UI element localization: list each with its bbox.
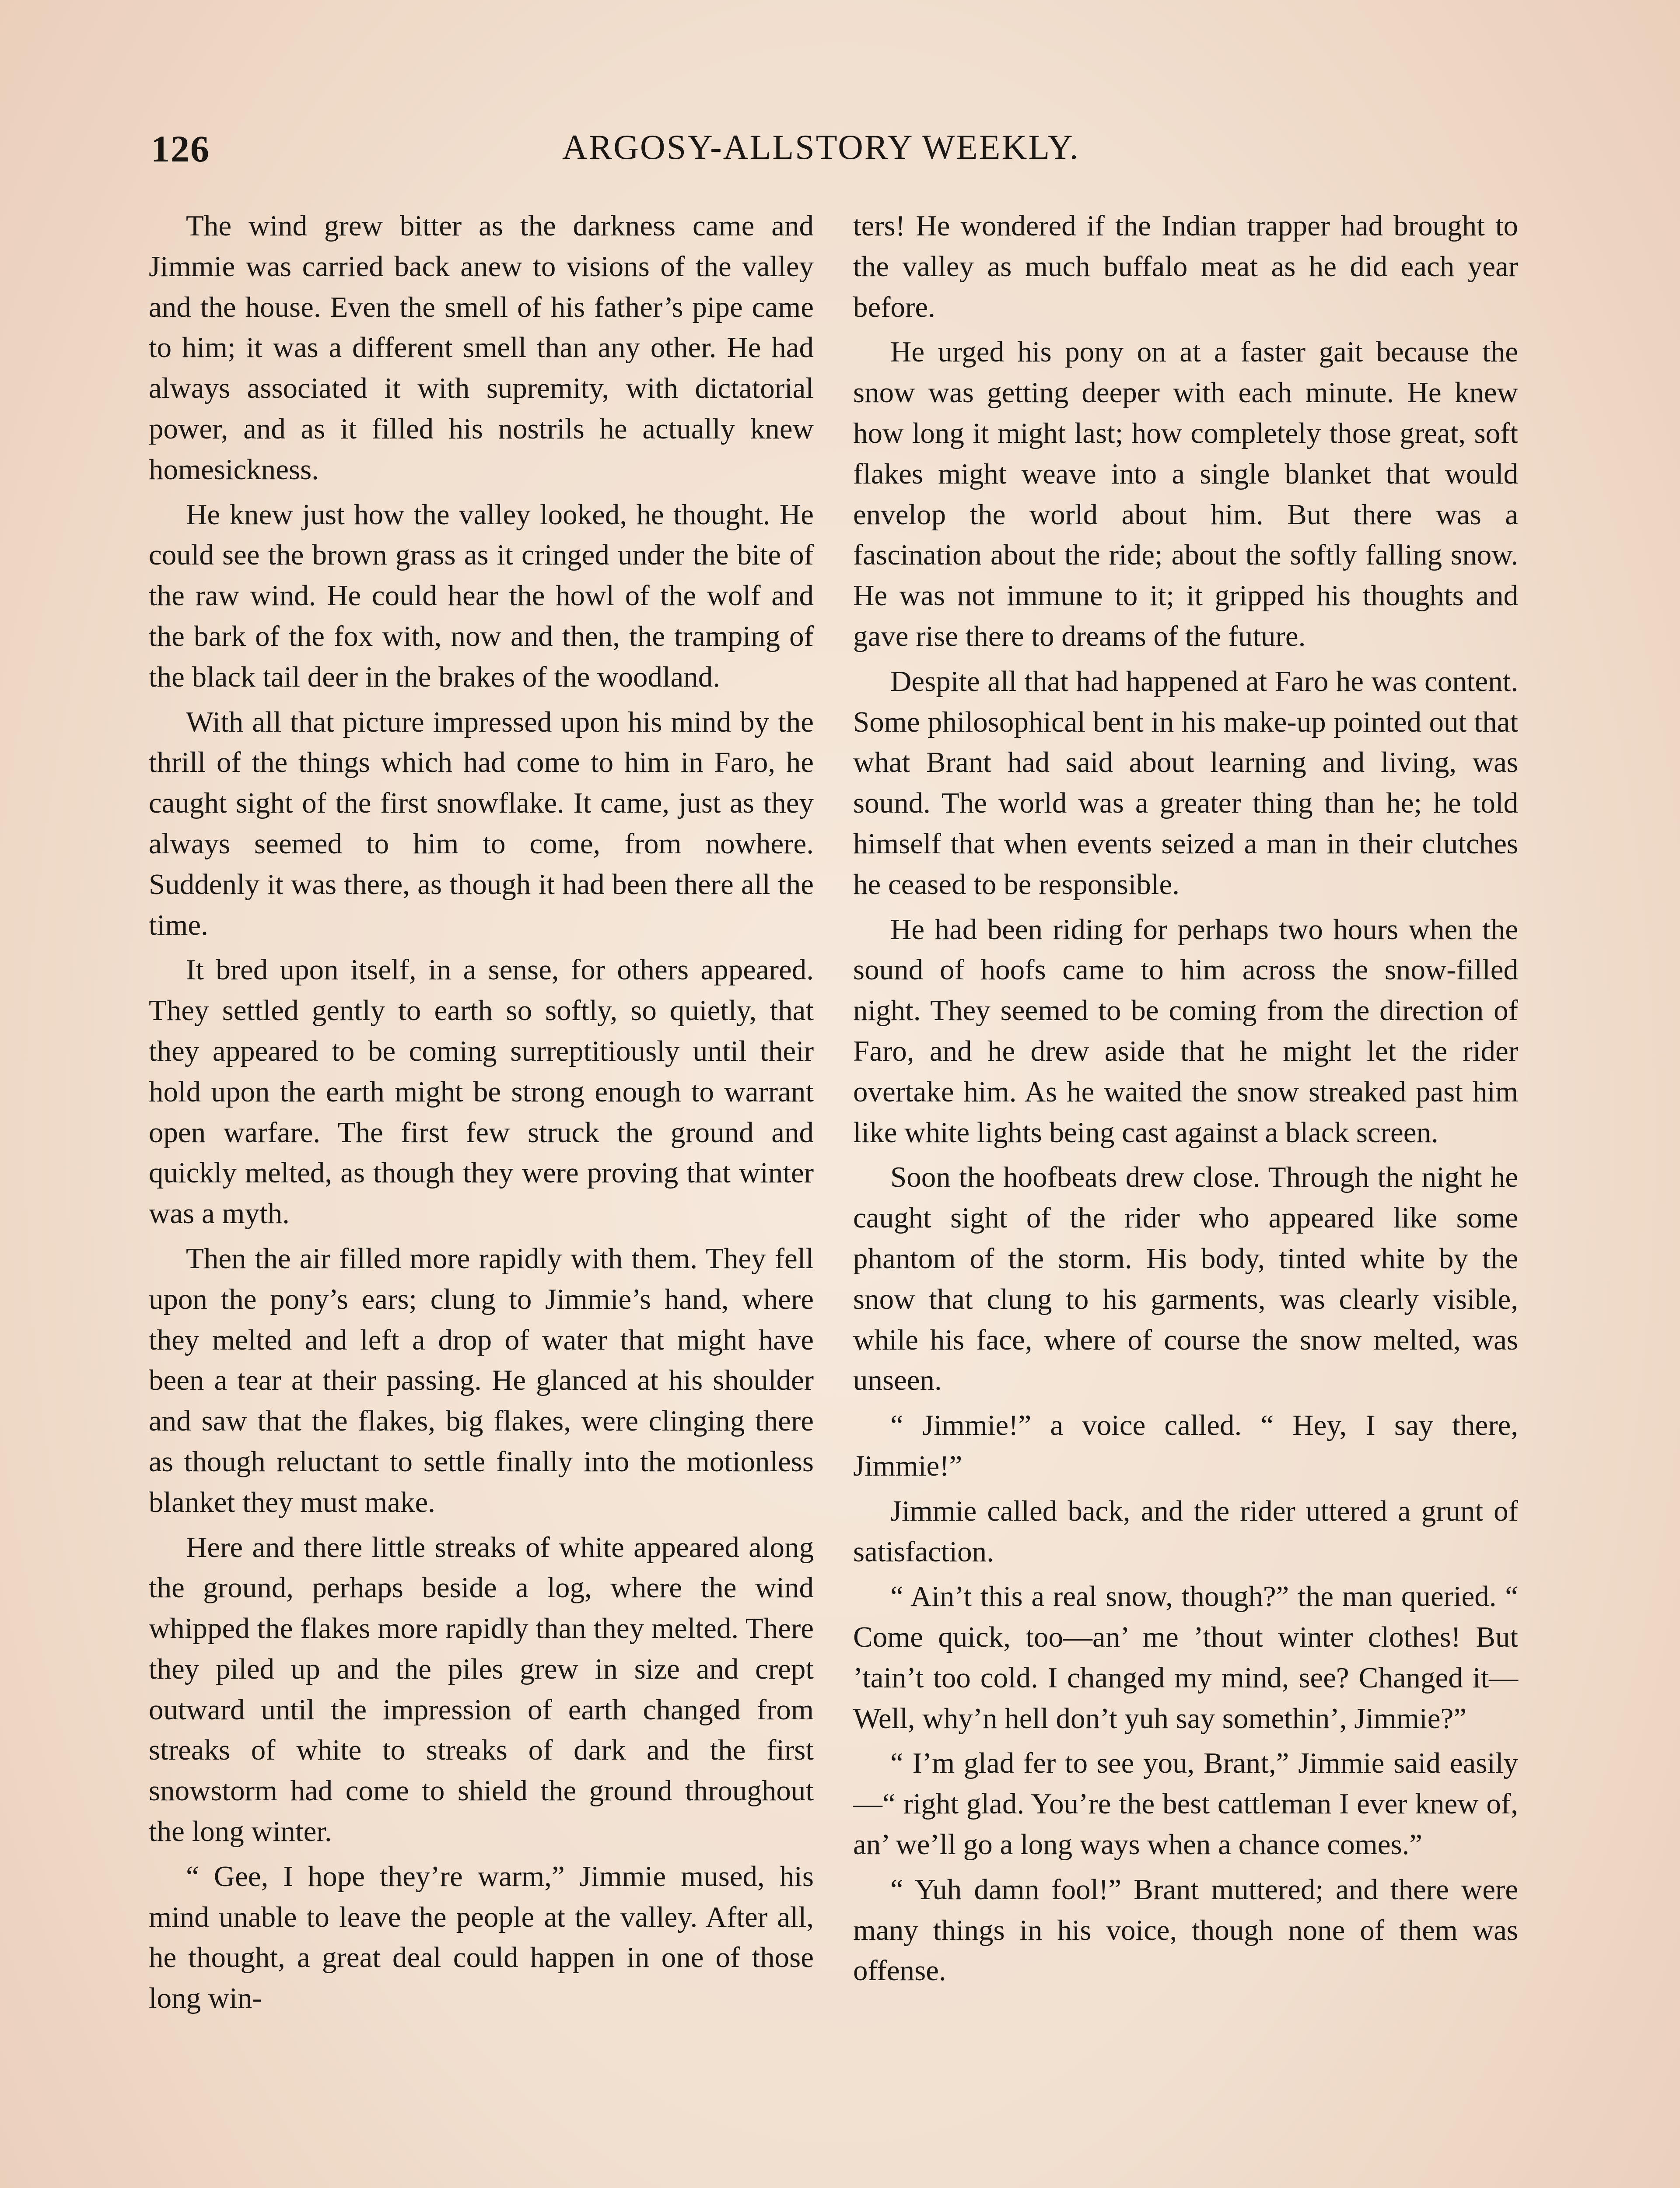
left-column xyxy=(149,206,814,2023)
paragraph: It bred upon itself, in a sense, for others appeared. They settled gently to earth so softly, so quietly, that they appeared to be coming surreptitiously until their hold upon the earth might be strong enough to warrant open warfare. The first few struck the ground and quickly melted, as though they were proving that winter was a myth. xyxy=(149,954,814,1230)
running-head: ARGOSY-ALLSTORY WEEKLY. xyxy=(562,128,1080,167)
paragraph: Jimmie called back, and the rider uttered a grunt of satisfaction. xyxy=(853,1494,1518,1568)
paragraph: Despite all that had happened at Faro he was content. Some philosophical bent in his make-up pointed out that what Brant had said about learning and living, was sound. The world was a greater thing than he; he told himself that when events seized a man in their clutches he ceased to be responsible. xyxy=(853,665,1518,901)
paragraph: He had been riding for perhaps two hours when the sound of hoofs came to him across the snow-filled night. They seemed to be coming from the direction of Faro, and he drew aside that he might let the rider overtake him. As he waited the snow streaked past him like white lights being cast against a black screen. xyxy=(853,913,1518,1149)
paragraph: “ Ain’t this a real snow, though?” the man queried. “ Come quick, too—an’ me ’thout winter clothes! But ’tain’t too cold. I changed my mind, see? Changed it— Well, why’n hell don’t yuh say somethin’, Jimmie?” xyxy=(853,1580,1518,1735)
paragraph: “ Yuh damn fool!” Brant muttered; and there were many things in his voice, though none of them was offense. xyxy=(853,1873,1518,1987)
paragraph: “ Jimmie!” a voice called. “ Hey, I say there, Jimmie!” xyxy=(853,1409,1518,1482)
paragraph: “ Gee, I hope they’re warm,” Jimmie mused, his mind unable to leave the people at the valley. After all, he thought, a great deal could happen in one of those long win- xyxy=(149,1860,814,2015)
paragraph: “ I’m glad fer to see you, Brant,” Jimmie said easily—“ right glad. You’re the best cattleman I ever knew of, an’ we’ll go a long ways when a chance comes.” xyxy=(853,1747,1518,1861)
right-column xyxy=(853,206,1518,1995)
paragraph: He urged his pony on at a faster gait because the snow was getting deeper with each minute. He knew how long it might last; how completely those great, soft flakes might weave into a single blanket that would envelop the world about him. But there was a fascination about the ride; about the softly falling snow. He was not immune to it; it gripped his thoughts and gave rise there to dreams of the future. xyxy=(853,336,1518,652)
paragraph: Soon the hoofbeats drew close. Through the night he caught sight of the rider who appeared like some phantom of the storm. His body, tinted white by the snow that clung to his garments, was clearly visible, while his face, where of course the snow melted, was unseen. xyxy=(853,1161,1518,1397)
paragraph: With all that picture impressed upon his mind by the thrill of the things which had come to him in Faro, he caught sight of the first snowflake. It came, just as they always seemed to him to come, from nowhere. Suddenly it was there, as though it had been there all the time. xyxy=(149,705,814,941)
paragraph: He knew just how the valley looked, he thought. He could see the brown grass as it cringed under the bite of the raw wind. He could hear the howl of the wolf and the bark of the fox with, now and then, the tramping of the black tail deer in the brakes of the woodland. xyxy=(149,498,814,693)
paragraph: Then the air filled more rapidly with them. They fell upon the pony’s ears; clung to Jimmie’s hand, where they melted and left a drop of water that might have been a tear at their passing. He glanced at his shoulder and saw that the flakes, big flakes, were clinging there as though reluctant to settle finally into the motionless blanket they must make. xyxy=(149,1242,814,1518)
paragraph: The wind grew bitter as the darkness came and Jimmie was carried back anew to visions of the valley and the house. Even the smell of his father’s pipe came to him; it was a different smell than any other. He had always associated it with supremity, with dictatorial power, and as it filled his nostrils he actually knew homesickness. xyxy=(149,210,814,486)
paragraph: Here and there little streaks of white appeared along the ground, perhaps beside a log, where the wind whipped the flakes more rapidly than they melted. There they piled up and the piles grew in size and crept outward until the impression of earth changed from streaks of white to streaks of dark and the first snowstorm had come to shield the ground throughout the long winter. xyxy=(149,1531,814,1848)
page-number: 126 xyxy=(151,128,210,170)
page-header xyxy=(151,127,1135,175)
continued-paragraph: ters! He wondered if the Indian trapper had brought to the valley as much buffalo meat as he did each year before. xyxy=(853,210,1518,323)
